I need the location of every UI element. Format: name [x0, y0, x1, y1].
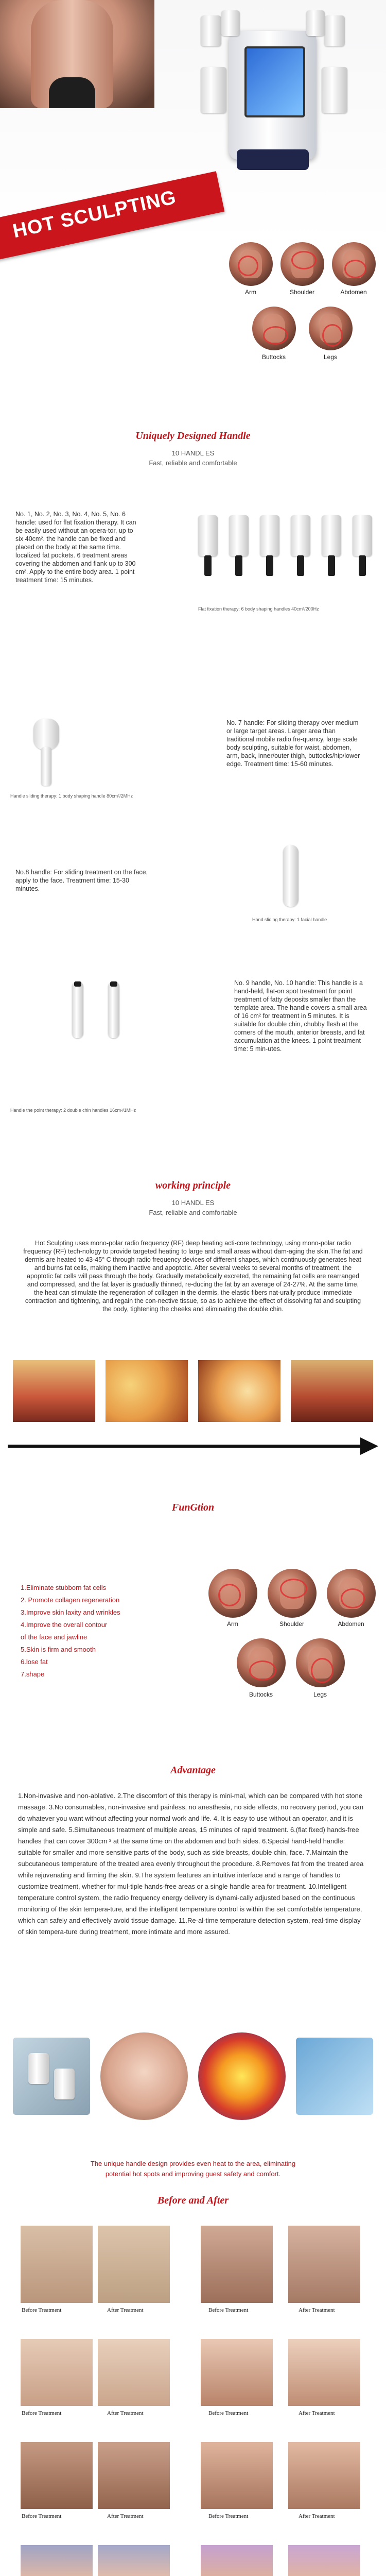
after-image: [288, 2339, 360, 2406]
function-legs-image: [296, 1638, 345, 1687]
principle-arrow: [8, 1437, 378, 1455]
principle-title: working principle: [155, 1180, 231, 1191]
before-image: [201, 2339, 273, 2406]
function-shoulder-image: [268, 1569, 317, 1618]
before-label: Before Treatment: [22, 2513, 62, 2519]
advantage-title: Advantage: [170, 1765, 216, 1776]
area-buttocks-label: Buttocks: [261, 353, 286, 361]
handle-section-title: Uniquely Designed Handle: [135, 430, 251, 442]
area-buttocks-image: [252, 307, 296, 350]
function-list: [21, 1582, 175, 1681]
function-item: 3.Improve skin laxity and wrinkles: [21, 1608, 120, 1616]
before-image: [201, 2545, 273, 2576]
function-item: of the face and jawline: [21, 1633, 87, 1641]
function-title: FunGtion: [171, 1502, 215, 1513]
function-item: 2. Promote collagen regeneration: [21, 1596, 120, 1604]
after-image: [288, 2226, 360, 2303]
handle-block1-caption: Flat fixation therapy: 6 body shaping handles 40cm²/200Hz: [198, 606, 319, 612]
handle-block1-text: No. 1, No. 2, No. 3, No. 4, No. 5, No. 6 handle: used for flat fixation therapy. It can be easily used without an opera-tor, up to six 40cm². the handle can be fixed and placed on the body at the same time. localized fat pockets. 6 treatment areas covering the abdomen and flank up to 300 cm². Apply to the entire body area. 1 point treatment time: 15 minutes.: [15, 511, 136, 584]
principle-sub2: Fast, reliable and comfortable: [149, 1209, 237, 1216]
after-image: [98, 2442, 170, 2509]
before-image: [21, 2442, 93, 2509]
area-abdomen-label: Abdomen: [340, 289, 367, 296]
after-image: [98, 2545, 170, 2576]
function-item: 5.Skin is firm and smooth: [21, 1646, 96, 1653]
before-image: [21, 2226, 93, 2303]
area-shoulder-label: Shoulder: [289, 289, 315, 296]
function-item: 1.Eliminate stubborn fat cells: [21, 1584, 107, 1591]
function-buttocks-image: [237, 1638, 286, 1687]
sliding-handle-image: [28, 719, 64, 786]
handle-block2-text: No. 7 handle: For sliding therapy over medium or large target areas. Larger area than traditional mobile radio fre-quency, large scale body sculpting, suitable for waist, abdomen, arm, back, inner/outer thigh, buttocks/hip/lower edge. Treatment time: 15-60 minutes.: [226, 719, 360, 768]
function-legs-label: Legs: [313, 1691, 327, 1698]
area-legs-image: [309, 307, 353, 350]
facial-handle-image: [275, 845, 306, 907]
after-label: After Treatment: [299, 2307, 335, 2313]
function-item: 6.lose fat: [21, 1658, 48, 1666]
handle-block4-text: No. 9 handle, No. 10 handle: This handle is a hand-held, flat-on spot treatment for point treatment of fatty deposits smaller than the template area. The handle covers a small area of 16 cm² for treatment in 5 minutes. It is suitable for double chin, chubby flesh at the corners of the mouth, anterior breasts, and fat accumulation at the knees. 1 point treatment time: 5 min-utes.: [234, 979, 367, 1053]
after-label: After Treatment: [299, 2513, 335, 2519]
function-arm-image: [208, 1569, 257, 1618]
function-buttocks-label: Buttocks: [249, 1691, 273, 1698]
advantage-text: 1.Non-invasive and non-ablative. 2.The discomfort of this therapy is mini-mal, which can be compared with hot stone massage. 3.No consumables, non-invasive and painless, no anesthesia, no side effects, no recovery period, you can do whatever you want without affecting your normal work and life. 4. It is easy to use without an operator, and it is simple and safe. 5.Simultaneous treatment of multiple areas, 15 minutes of rapid treatment. 6.(flat fixed) hands-free handles that can cover 300cm ² at the same time on the abdomen and both sides. 6.Special hand-held handle: suitable for smaller and more sensitive parts of the body, such as side breasts, double chin, face. 7.Maintain the subcutaneous temperature of the treated area evenly throughout the procedure. 8.Removes fat from the treated area while rejuvenating and firming the skin. 9.The system features an intuitive interface and a range of handles to customize treatment, whether for mul-tiple hands-free areas or a single handle area for treatment. 10.Intelligent temperature control system, the radio frequency energy delivery is dynami-cally adjusted based on the continuous monitoring of the skin tempera-ture, and the intelligent temperature control is within the set comfortable temperature, which can safely and effectively avoid tissue damage. 11.Re-al-time temperature detection system, real-time display of skin tempera-ture during treatment, more intimate and more assured.: [18, 1792, 364, 1936]
hero-section: [0, 0, 386, 361]
handle-block2-caption: Handle sliding therapy: 1 body shaping handle 80cm²/2MHz: [10, 793, 133, 799]
before-image: [201, 2442, 273, 2509]
hero-banner: [0, 171, 224, 262]
handle-block3-text: No.8 handle: For sliding treatment on the face, apply to the face. Treatment time: 15-30 minutes.: [15, 869, 148, 892]
principle-diagram-images: [13, 1360, 373, 1427]
area-arm-label: Arm: [245, 289, 256, 296]
machine-image: [201, 10, 350, 180]
handle-section-sub1: 10 HANDL ES: [171, 449, 215, 457]
function-abdomen-label: Abdomen: [338, 1620, 364, 1628]
model-torso-image: [0, 0, 154, 108]
advantage-caption1: The unique handle design provides even heat to the area, eliminating: [90, 2160, 296, 2167]
function-item: 7.shape: [21, 1670, 45, 1678]
before-label: Before Treatment: [22, 2410, 62, 2416]
function-arm-label: Arm: [227, 1620, 238, 1628]
after-label: After Treatment: [107, 2410, 144, 2416]
function-item: 4.Improve the overall contour: [21, 1621, 108, 1629]
function-shoulder-label: Shoulder: [279, 1620, 305, 1628]
before-image: [21, 2339, 93, 2406]
function-abdomen-image: [327, 1569, 376, 1618]
area-shoulder-image: [280, 242, 324, 286]
before-label: Before Treatment: [208, 2307, 249, 2313]
after-label: After Treatment: [107, 2307, 144, 2313]
area-abdomen-image: [332, 242, 376, 286]
before-label: Before Treatment: [208, 2410, 249, 2416]
advantage-caption2: potential hot spots and improving guest safety and comfort.: [105, 2170, 281, 2178]
point-handles-image: [69, 981, 126, 1043]
handle-block4-caption: Handle the point therapy: 2 double chin handles 16cm²/1MHz: [10, 1108, 136, 1113]
handle-section-sub2: Fast, reliable and comfortable: [149, 459, 237, 467]
before-image: [201, 2226, 273, 2303]
before-label: Before Treatment: [208, 2513, 249, 2519]
after-image: [288, 2545, 360, 2576]
after-image: [98, 2226, 170, 2303]
principle-sub1: 10 HANDL ES: [171, 1199, 215, 1207]
flat-handles-image: [198, 515, 373, 582]
before-image: [21, 2545, 93, 2576]
area-legs-label: Legs: [323, 353, 338, 361]
after-image: [288, 2442, 360, 2509]
before-label: Before Treatment: [22, 2307, 62, 2313]
area-arm-image: [229, 242, 273, 286]
before-after-title: Before and After: [157, 2195, 229, 2206]
banner-text: HOT SCULPTING: [11, 187, 179, 243]
after-label: After Treatment: [299, 2410, 335, 2416]
principle-text: Hot Sculpting uses mono-polar radio frequency (RF) deep heating acti-core technology, using mono-polar radio frequency (RF) tech-nology to provide targeted heating to large and small areas without dam-aging the skin.The fat and dermis are heated to 43-45° C through radio frequency devices of different shapes, which continuously generates heat and burns fat cells, making them inactive and apoptotic. After several weeks to several months of treatment, the apoptotic fat cells will pass through the body. Gradually metabolically excreted, the remaining fat cells are rearranged and compressed, and the fat layer is gradually thinned, re-ducing the fat by an average of 24-27%. At the same time, the heat can stimulate the regeneration of collagen in the dermis, the elastic fibers nat-urally produce immediate contraction and tightening, and regain the con-nective tissue, so as to achieve the effect of dissolving fat and sculpting the body, tightening the cheeks and eliminating the double chin.: [23, 1240, 363, 1313]
handle-block3-caption: Hand sliding therapy: 1 facial handle: [252, 917, 327, 922]
after-image: [98, 2339, 170, 2406]
after-label: After Treatment: [107, 2513, 144, 2519]
advantage-images: [13, 2032, 373, 2120]
